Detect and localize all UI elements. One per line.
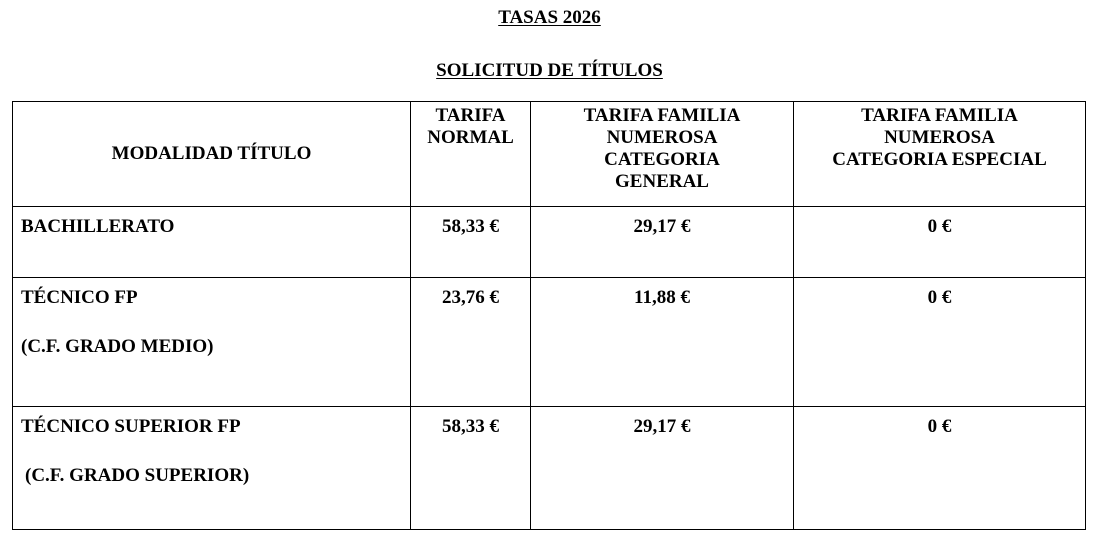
header-modalidad-line: MODALIDAD TÍTULO (111, 143, 312, 164)
table-row (13, 207, 1086, 278)
modalidad-label: TÉCNICO FP (21, 287, 138, 308)
cell-tarifa-normal: 23,76 € (411, 278, 531, 407)
header-tarifa-normal-line: NORMAL (427, 127, 514, 148)
cell-familia-especial: 0 € (794, 207, 1086, 278)
header-familia-general-line: GENERAL (615, 171, 709, 192)
cell-familia-general: 29,17 € (531, 407, 794, 530)
document-title: TASAS 2026 (498, 7, 601, 28)
cell-tarifa-normal: 58,33 € (411, 207, 531, 278)
cell-familia-general: 11,88 € (531, 278, 794, 407)
header-familia-especial-line: NUMEROSA (884, 127, 995, 148)
header-familia-especial (794, 102, 1086, 207)
modalidad-detail: (C.F. GRADO MEDIO) (21, 336, 214, 357)
header-tarifa-normal-line: TARIFA (435, 105, 506, 126)
cell-modalidad (13, 207, 411, 278)
cell-modalidad (13, 278, 411, 407)
header-modalidad (13, 102, 411, 207)
modalidad-detail: (C.F. GRADO SUPERIOR) (25, 465, 250, 486)
header-familia-general (531, 102, 794, 207)
header-familia-especial-line: CATEGORIA ESPECIAL (832, 149, 1047, 170)
cell-familia-general: 29,17 € (531, 207, 794, 278)
cell-tarifa-normal: 58,33 € (411, 407, 531, 530)
header-familia-especial-line: TARIFA FAMILIA (861, 105, 1018, 126)
header-tarifa-normal (411, 102, 531, 207)
cell-modalidad (13, 407, 411, 530)
header-familia-general-line: NUMEROSA (606, 127, 718, 148)
cell-familia-especial: 0 € (794, 407, 1086, 530)
cell-familia-especial: 0 € (794, 278, 1086, 407)
document-subtitle: SOLICITUD DE TÍTULOS (436, 60, 663, 81)
fees-table (12, 101, 1086, 530)
header-familia-general-line: CATEGORIA (604, 149, 720, 170)
table-row (13, 407, 1086, 530)
modalidad-label: BACHILLERATO (21, 216, 175, 237)
table-row (13, 278, 1086, 407)
header-familia-general-line: TARIFA FAMILIA (583, 105, 741, 126)
table-header-row (13, 102, 1086, 207)
modalidad-label: TÉCNICO SUPERIOR FP (21, 416, 241, 437)
